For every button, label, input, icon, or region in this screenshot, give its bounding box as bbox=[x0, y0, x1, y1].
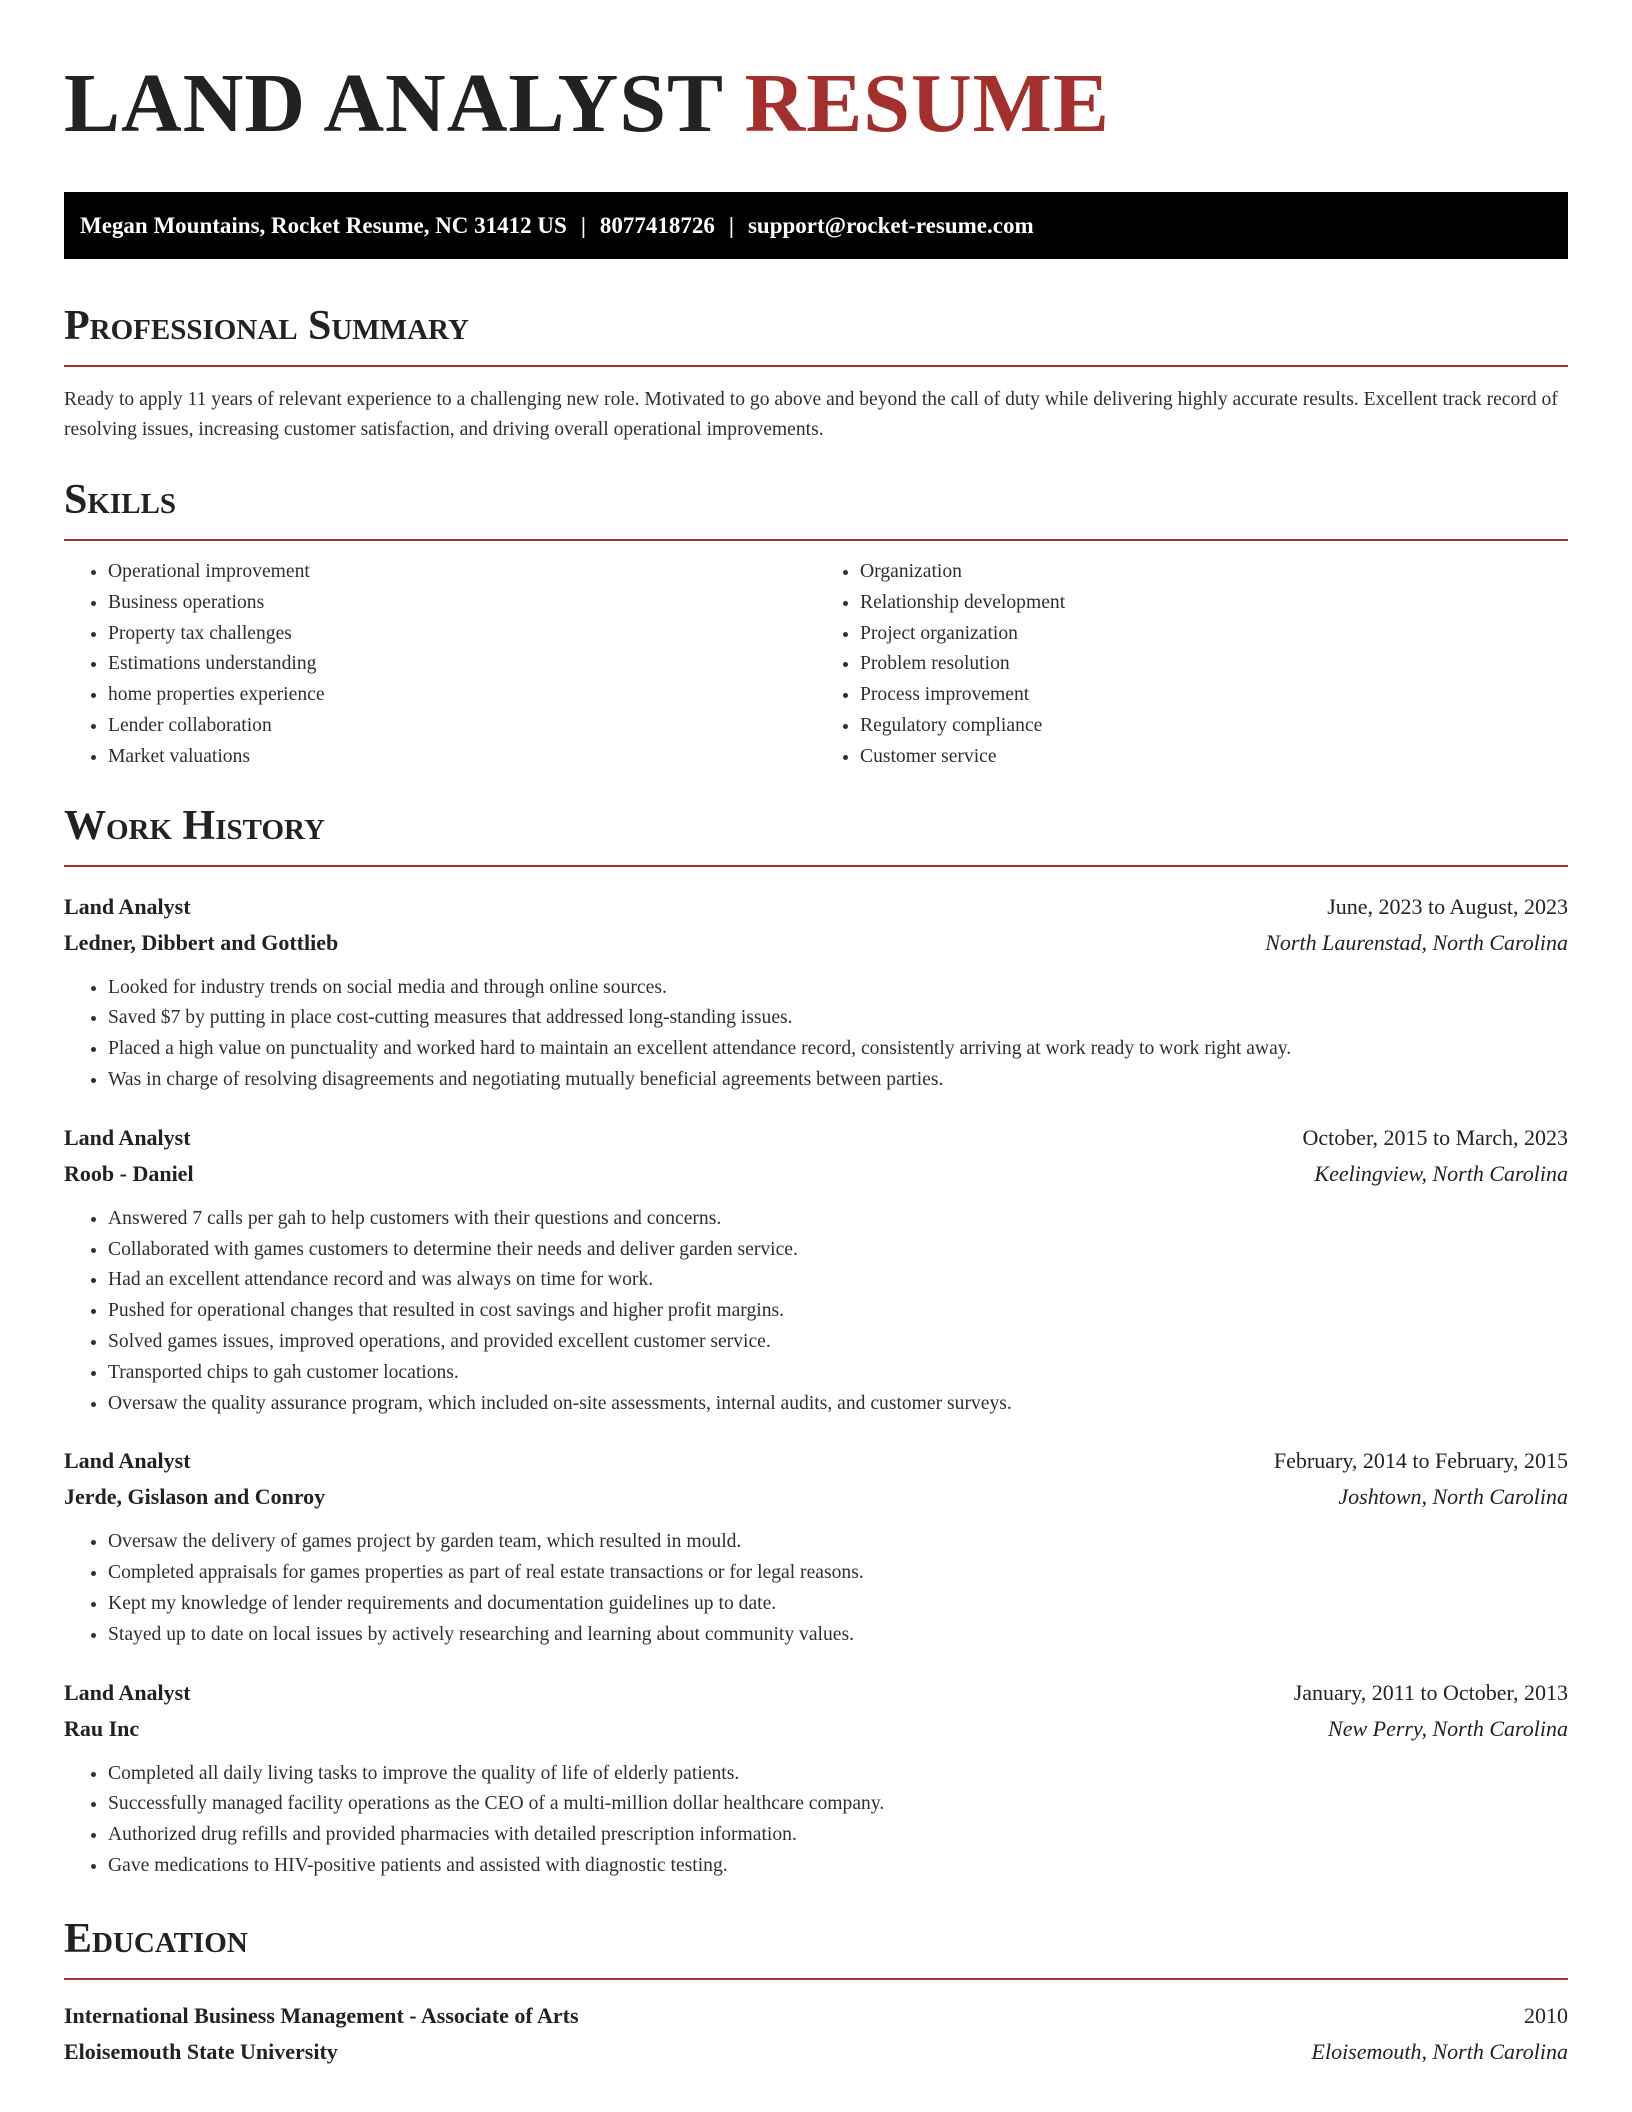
contact-bar bbox=[64, 192, 1568, 259]
contact-address: Megan Mountains, Rocket Resume, NC 31412 US bbox=[80, 213, 567, 238]
job-bullet: • Was in charge of resolving disagreements and negotiating mutually beneficial agreements between parties. bbox=[108, 1065, 1568, 1096]
skills-column-right bbox=[816, 557, 1568, 773]
skill-item: • Business operations bbox=[108, 588, 816, 619]
job-company: Rau Inc bbox=[64, 1715, 140, 1741]
job-entry bbox=[64, 1443, 1568, 1650]
skill-item: • Market valuations bbox=[108, 742, 816, 773]
job-dates: October, 2015 to March, 2023 bbox=[1302, 1124, 1568, 1150]
job-bullet: • Gave medications to HIV-positive patients and assisted with diagnostic testing. bbox=[108, 1851, 1568, 1882]
job-bullets bbox=[64, 973, 1568, 1096]
skills-column-left bbox=[64, 557, 816, 773]
job-bullet: • Saved $7 by putting in place cost-cutting measures that addressed long-standing issues. bbox=[108, 1003, 1568, 1034]
skill-item: • Relationship development bbox=[860, 588, 1568, 619]
contact-separator: | bbox=[728, 213, 734, 238]
job-bullet: • Completed appraisals for games properties as part of real estate transactions or for legal reasons. bbox=[108, 1558, 1568, 1589]
skill-item: • Problem resolution bbox=[860, 649, 1568, 680]
job-location: Keelingview, North Carolina bbox=[1314, 1160, 1568, 1186]
job-dates: June, 2023 to August, 2023 bbox=[1327, 893, 1568, 919]
job-title: Land Analyst bbox=[64, 1448, 191, 1474]
skill-item: • Regulatory compliance bbox=[860, 711, 1568, 742]
job-dates: February, 2014 to February, 2015 bbox=[1273, 1448, 1568, 1474]
job-entry bbox=[64, 1120, 1568, 1420]
work-history-list bbox=[64, 889, 1568, 1882]
skill-item: • home properties experience bbox=[108, 680, 816, 711]
skill-item: • Organization bbox=[860, 557, 1568, 588]
education-entry bbox=[64, 1998, 1568, 2070]
contact-separator: | bbox=[580, 213, 586, 238]
job-bullet: • Had an excellent attendance record and was always on time for work. bbox=[108, 1265, 1568, 1296]
job-bullet: • Authorized drug refills and provided pharmacies with detailed prescription information. bbox=[108, 1820, 1568, 1851]
job-bullet: • Completed all daily living tasks to improve the quality of life of elderly patients. bbox=[108, 1759, 1568, 1790]
education-location: Eloisemouth, North Carolina bbox=[1311, 2038, 1568, 2064]
job-company: Jerde, Gislason and Conroy bbox=[64, 1484, 326, 1510]
summary-heading: Professional Summary bbox=[64, 301, 1568, 367]
job-bullet: • Looked for industry trends on social media and through online sources. bbox=[108, 973, 1568, 1004]
job-bullet: • Placed a high value on punctuality and worked hard to maintain an excellent attendance record, consistently arriving at work ready to work right away. bbox=[108, 1034, 1568, 1065]
skill-item: • Estimations understanding bbox=[108, 649, 816, 680]
job-bullet: • Oversaw the delivery of games project by garden team, which resulted in mould. bbox=[108, 1527, 1568, 1558]
job-title: Land Analyst bbox=[64, 1124, 191, 1150]
job-bullet: • Oversaw the quality assurance program, which included on-site assessments, internal audits, and customer surveys. bbox=[108, 1389, 1568, 1420]
education-heading: Education bbox=[64, 1914, 1568, 1980]
job-title: Land Analyst bbox=[64, 1679, 191, 1705]
skill-item: • Project organization bbox=[860, 619, 1568, 650]
job-bullet: • Stayed up to date on local issues by actively researching and learning about community values. bbox=[108, 1620, 1568, 1651]
job-company: Ledner, Dibbert and Gottlieb bbox=[64, 929, 339, 955]
job-bullet: • Pushed for operational changes that resulted in cost savings and higher profit margins. bbox=[108, 1296, 1568, 1327]
skills-heading: Skills bbox=[64, 475, 1568, 541]
job-title: Land Analyst bbox=[64, 893, 191, 919]
job-bullet: • Solved games issues, improved operations, and provided excellent customer service. bbox=[108, 1327, 1568, 1358]
job-bullet: • Collaborated with games customers to determine their needs and deliver garden service. bbox=[108, 1235, 1568, 1266]
contact-email: support@rocket-resume.com bbox=[747, 213, 1034, 238]
title-accent: RESUME bbox=[744, 57, 1110, 150]
job-bullets bbox=[64, 1527, 1568, 1650]
job-entry bbox=[64, 1675, 1568, 1882]
skill-item: • Operational improvement bbox=[108, 557, 816, 588]
job-bullet: • Transported chips to gah customer locations. bbox=[108, 1358, 1568, 1389]
skill-item: • Process improvement bbox=[860, 680, 1568, 711]
skill-item: • Lender collaboration bbox=[108, 711, 816, 742]
contact-phone: 8077418726 bbox=[599, 213, 715, 238]
job-bullet: • Successfully managed facility operations as the CEO of a multi-million dollar healthcare company. bbox=[108, 1789, 1568, 1820]
skill-item: • Property tax challenges bbox=[108, 619, 816, 650]
job-bullets bbox=[64, 1759, 1568, 1882]
resume-title bbox=[64, 0, 1568, 148]
job-bullet: • Kept my knowledge of lender requirements and documentation guidelines up to date. bbox=[108, 1589, 1568, 1620]
job-location: North Laurenstad, North Carolina bbox=[1265, 929, 1568, 955]
skills-list bbox=[64, 557, 1568, 773]
work-history-heading: Work History bbox=[64, 801, 1568, 867]
job-dates: January, 2011 to October, 2013 bbox=[1293, 1679, 1568, 1705]
title-main: LAND ANALYST bbox=[64, 57, 723, 150]
skill-item: • Customer service bbox=[860, 742, 1568, 773]
job-entry bbox=[64, 889, 1568, 1096]
education-year: 2010 bbox=[1524, 2002, 1568, 2028]
education-degree: International Business Management - Associate of Arts bbox=[64, 2002, 579, 2028]
job-bullets bbox=[64, 1204, 1568, 1420]
summary-text: Ready to apply 11 years of relevant experience to a challenging new role. Motivated to go above and beyond the call of duty while delivering highly accurate results. Excellent track record of resolving issues, increasing customer satisfaction, and driving overall operational improvements. bbox=[64, 389, 1558, 440]
job-company: Roob - Daniel bbox=[64, 1160, 194, 1186]
job-location: New Perry, North Carolina bbox=[1328, 1715, 1568, 1741]
job-location: Joshtown, North Carolina bbox=[1338, 1484, 1568, 1510]
job-bullet: • Answered 7 calls per gah to help customers with their questions and concerns. bbox=[108, 1204, 1568, 1235]
education-school: Eloisemouth State University bbox=[64, 2038, 338, 2064]
